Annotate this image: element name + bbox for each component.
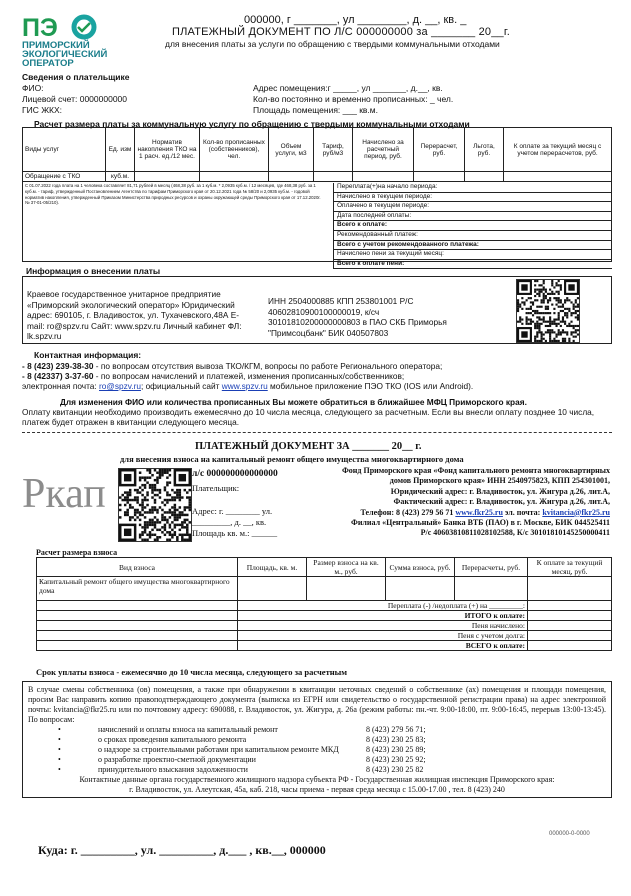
contact-phone-2[interactable]: - 8 (42337) 3-37-60 xyxy=(22,371,94,381)
table-row: Обращение с ТКО куб.м. xyxy=(23,172,612,182)
summary-row: Переплата(+)на начало периода: xyxy=(334,183,612,193)
list-item: • начислений и оплаты взноса на капитальный ремонт 8 (423) 279 56 71; xyxy=(58,725,426,734)
cap-logo: Ркап xyxy=(22,471,106,517)
cap-deadline: Срок уплаты взноса - ежемесячно до 10 числа месяца, следующего за расчетным xyxy=(36,667,348,677)
payer-section-title: Сведения о плательщике xyxy=(22,72,130,82)
cap-table: Вид взноса Площадь, кв. м. Размер взноса на кв. м., руб. Сумма взноса, руб. Перерасчеты, руб. К оплате за текущий месяц, руб. Капитальный ремонт общего имущества многоквартирного дома Переплата (-) /недоплата (+) на _________: ИТОГО к оплате: Пеня начислено: Пеня с учетом долга: ВСЕГО к оплате: xyxy=(36,557,612,651)
phone[interactable]: 8 (423) 279 56 71; xyxy=(366,725,426,734)
payer-address: Адрес помещения:г _____, ул _______, д.__, кв. xyxy=(253,83,443,93)
cap-address-2: _________, д. __, кв. xyxy=(192,517,267,527)
cap-account: л/с 000000000000000 xyxy=(192,469,278,479)
th-to-pay: К оплате за текущий месяц с учетом перерасчетов, руб. xyxy=(504,128,612,172)
phone[interactable]: 8 (423) 230 25 82 xyxy=(366,765,424,774)
logo-line3: ОПЕРАТОР xyxy=(22,58,74,69)
calc-table xyxy=(22,127,612,182)
th-residents: Кол-во прописанных (собственников), чел. xyxy=(200,128,269,172)
info-contacts-2: г. Владивосток, ул. Алеутская, 45а, каб. 218, часы приема - первая среда месяца с 15.00-17.00 , тел. 8 (423) 240 xyxy=(129,785,505,794)
contact-phone-1[interactable]: - 8 (423) 239-38-30 xyxy=(22,361,94,371)
cap-table-header: Вид взноса Площадь, кв. м. Размер взноса на кв. м., руб. Сумма взноса, руб. Перерасчеты, руб. К оплате за текущий месяц, руб. xyxy=(37,558,612,577)
cap-area: Площадь кв. м.: ______ xyxy=(192,528,278,538)
bullet-icon: • xyxy=(58,725,61,734)
footer-address: Куда: г. _________, ул. _________, д.___ , кв.__, 000000 xyxy=(38,843,326,857)
cut-line xyxy=(22,432,612,433)
phone[interactable]: 8 (423) 230 25 92; xyxy=(366,755,426,764)
site-link[interactable]: www.spzv.ru xyxy=(221,381,268,391)
list-item: • о разработке проектно-сметной документации 8 (423) 230 25 92; xyxy=(58,755,426,764)
calc-table-header xyxy=(23,128,612,172)
fund-details: Фонд Приморского края «Фонд капитального ремонта многоквартирных домов Приморского края» ИНН 2540975823, КПП 254301001, Юридический адрес: г. Владивосток, ул. Жигура д.26, лит.А, Фактический адрес: г. Владивосток, ул. Жигура д.26, лит.А, Телефон: 8 (423) 279 56 71 www.fkr25.ru эл. почта: kvitancia@fkr25.ru Филиал «Центральный» Банка ВТБ (ПАО) в г. Москве, БИК 044525411 Р/с 40603810811028102588, К/с 30101810145250000411 xyxy=(341,466,610,538)
payer-account: Лицевой счет: 0000000000 xyxy=(22,94,128,104)
org-details: Краевое государственное унитарное предприятие «Приморский экологический оператор» Юридический адрес: 690105, г. Владивосток, ул. Тухачевского,48А Е-mail: ro@spzv.ru Сайт: www.spzv.ru Личный кабинет ФЛ: lk.spzv.ru xyxy=(27,289,242,341)
th-benefit: Льгота, руб. xyxy=(465,128,504,172)
payer-residents: Кол-во постоянно и временно прописанных: _ чел. xyxy=(253,94,454,104)
list-item: • о надзоре за строительными работами при капитальном ремонте МКД 8 (423) 230 25 89; xyxy=(58,745,426,754)
th-norm: Норматив накопления ТКО на 1 расч. ед./12 мес. xyxy=(135,128,200,172)
th-recalc: Перерасчет, руб. xyxy=(414,128,465,172)
cap-calc-title: Расчет размера взноса xyxy=(36,548,118,557)
info-contacts-1: Контактные данные органа государственного жилищного надзора субъекта РФ - Государственная жилищная инспекция Приморского края: xyxy=(79,775,555,784)
fund-email-link[interactable]: kvitancia@fkr25.ru xyxy=(542,507,610,517)
contacts-title: Контактная информация: xyxy=(34,350,142,360)
contacts-line-2: - 8 (42337) 3-37-60 - по вопросам начислений и платежей, изменения прописанных/собственников; xyxy=(22,371,405,381)
qr-code-tko xyxy=(516,279,580,343)
summary-row: Дата последней оплаты: xyxy=(334,212,612,222)
phone[interactable]: 8 (423) 230 25 89; xyxy=(366,745,426,754)
page-title: ПЛАТЕЖНЫЙ ДОКУМЕНТ ПО Л/С 000000000 за _______ 20__г. xyxy=(172,26,511,38)
contacts-line-3: электронная почта: ro@spzv.ru; официальный сайт www.spzv.ru мобильное приложение ПЭО ТКО (IOS или Android). xyxy=(22,381,474,391)
payer-fio: ФИО: xyxy=(22,83,44,93)
payer-area: Площадь помещения: ___ кв.м. xyxy=(253,105,379,115)
bullet-icon: • xyxy=(58,765,61,774)
summary-row: Всего к оплате: xyxy=(334,221,612,231)
qr-code-cap xyxy=(118,468,192,542)
payment-info-title: Информация о внесении платы xyxy=(26,266,161,276)
info-box xyxy=(22,681,612,798)
header-address: 000000, г _______, ул ________, д. __, кв. _ xyxy=(244,14,467,26)
th-unit: Ед. изм xyxy=(106,128,135,172)
list-item: • принудительного взыскания задолженности 8 (423) 230 25 82 xyxy=(58,765,424,774)
th-accrued: Начислено за расчетный период, руб. xyxy=(353,128,414,172)
cap-payer: Плательщик: xyxy=(192,483,240,493)
bullet-icon: • xyxy=(58,755,61,764)
page-subtitle: для внесения платы за услуги по обращению с твердыми коммунальными отходами xyxy=(165,39,500,49)
summary-row: Рекомендованный платеж: xyxy=(334,231,612,241)
notice-text: Оплату квитанции необходимо производить ежемесячно до 10 числа месяца, следующего за расчетным. Если вы внесли оплату позднее 10 числа, платеж будет отражен в квитанции следующего месяца. xyxy=(22,407,595,427)
list-item: • о сроках проведения капитального ремонта 8 (423) 230 25 83; xyxy=(58,735,426,744)
logo xyxy=(22,14,140,70)
summary-row: Всего с учетом рекомендованного платежа: xyxy=(334,241,612,251)
summary-row: Начислено в текущем периоде: xyxy=(334,193,612,203)
th-volume: Объем услуги, м3 xyxy=(269,128,314,172)
info-items xyxy=(28,725,606,775)
notice-title: Для изменения ФИО или количества прописанных Вы можете обратиться в ближайшее МФЦ Приморского края. xyxy=(60,397,527,407)
bullet-icon: • xyxy=(58,735,61,744)
th-tariff: Тариф, руб/м3 xyxy=(314,128,353,172)
cap-subtitle: для внесения взноса на капитальный ремонт общего имущества многоквартирного дома xyxy=(120,454,464,464)
fund-site-link[interactable]: www.fkr25.ru xyxy=(455,507,503,517)
logo-line2: ЭКОЛОГИЧЕСКИЙ xyxy=(22,49,108,60)
tariff-note: С 01.07.2022 года плата на 1 человека составляет 81,71 рублей в месяц (468,38 руб. за 1 куб.м. * 2,0935 куб.м. / 12 месяцев, где 468,38 руб. за 1 куб.м. - тариф, утвержденный Постановлением Агентства по тарифам Приморского края от 20.12.2021 года № 58/20 и 2,0935 куб.м. - годовой норматив накопления, утвержденный Приказом Министерства природных ресурсов и охраны окружающей среды Приморского края от 17.12.2020г. № 37-01-05/210). xyxy=(25,183,321,206)
contacts-line-1: - 8 (423) 239-38-30 - по вопросам отсутствия вывоза ТКО/КГМ, вопросы по работе Регионального оператора; xyxy=(22,361,443,371)
summary-row: Оплачено в текущем периоде: xyxy=(334,202,612,212)
info-intro: В случае смены собственника (ов) помещения, а также при обнаружении в квитанции неточных сведений о собственнике (ах) помещения и площади помещения, просим Вас направить копию правоподтверждающего документа (выписка из ЕГРН или свидетельство о государственной регистрации права) на адрес электронной почты: kvitancia@fkr25.ru или по почтовому адресу: 690088, г. Владивосток, ул. Жигура, д. 26а (режим работы: пн.-чт. 9:00-18:00, пт. 9:00-16:45, перерыв 13:00-13:45). По вопросам: xyxy=(28,685,606,724)
calc-section-title: Расчет размера платы за коммунальную услугу по обращению с твердыми коммунальными отходами xyxy=(34,119,470,129)
svg-text:ПЭ: ПЭ xyxy=(22,14,58,40)
logo-line1: ПРИМОРСКИЙ xyxy=(22,40,90,51)
payer-gis: ГИС ЖКХ: xyxy=(22,105,63,115)
logo-mark-icon xyxy=(22,14,102,40)
table-row: Капитальный ремонт общего имущества многоквартирного дома xyxy=(37,577,612,601)
phone[interactable]: 8 (423) 230 25 83; xyxy=(366,735,426,744)
th-service: Виды услуг xyxy=(23,128,106,172)
summary-row: Всего к оплате пени: xyxy=(334,260,612,270)
cap-title: ПЛАТЕЖНЫЙ ДОКУМЕНТ ЗА _______ 20__ г. xyxy=(195,441,422,452)
summary-row: Начислено пени за текущий месяц: xyxy=(334,250,612,260)
bullet-icon: • xyxy=(58,745,61,754)
cap-address-1: Адрес: г. ________ ул. xyxy=(192,506,273,516)
summary-box xyxy=(333,183,612,269)
email-link[interactable]: ro@spzv.ru xyxy=(99,381,141,391)
footer-code: 000000-0-0000 xyxy=(549,831,590,837)
bank-details: ИНН 2504000885 КПП 253801001 Р/С 40602810900100000019, к/сч 30101810200000000803 в ПАО СКБ Приморья "Примсоцбанк" БИК 040507803 xyxy=(268,296,447,338)
